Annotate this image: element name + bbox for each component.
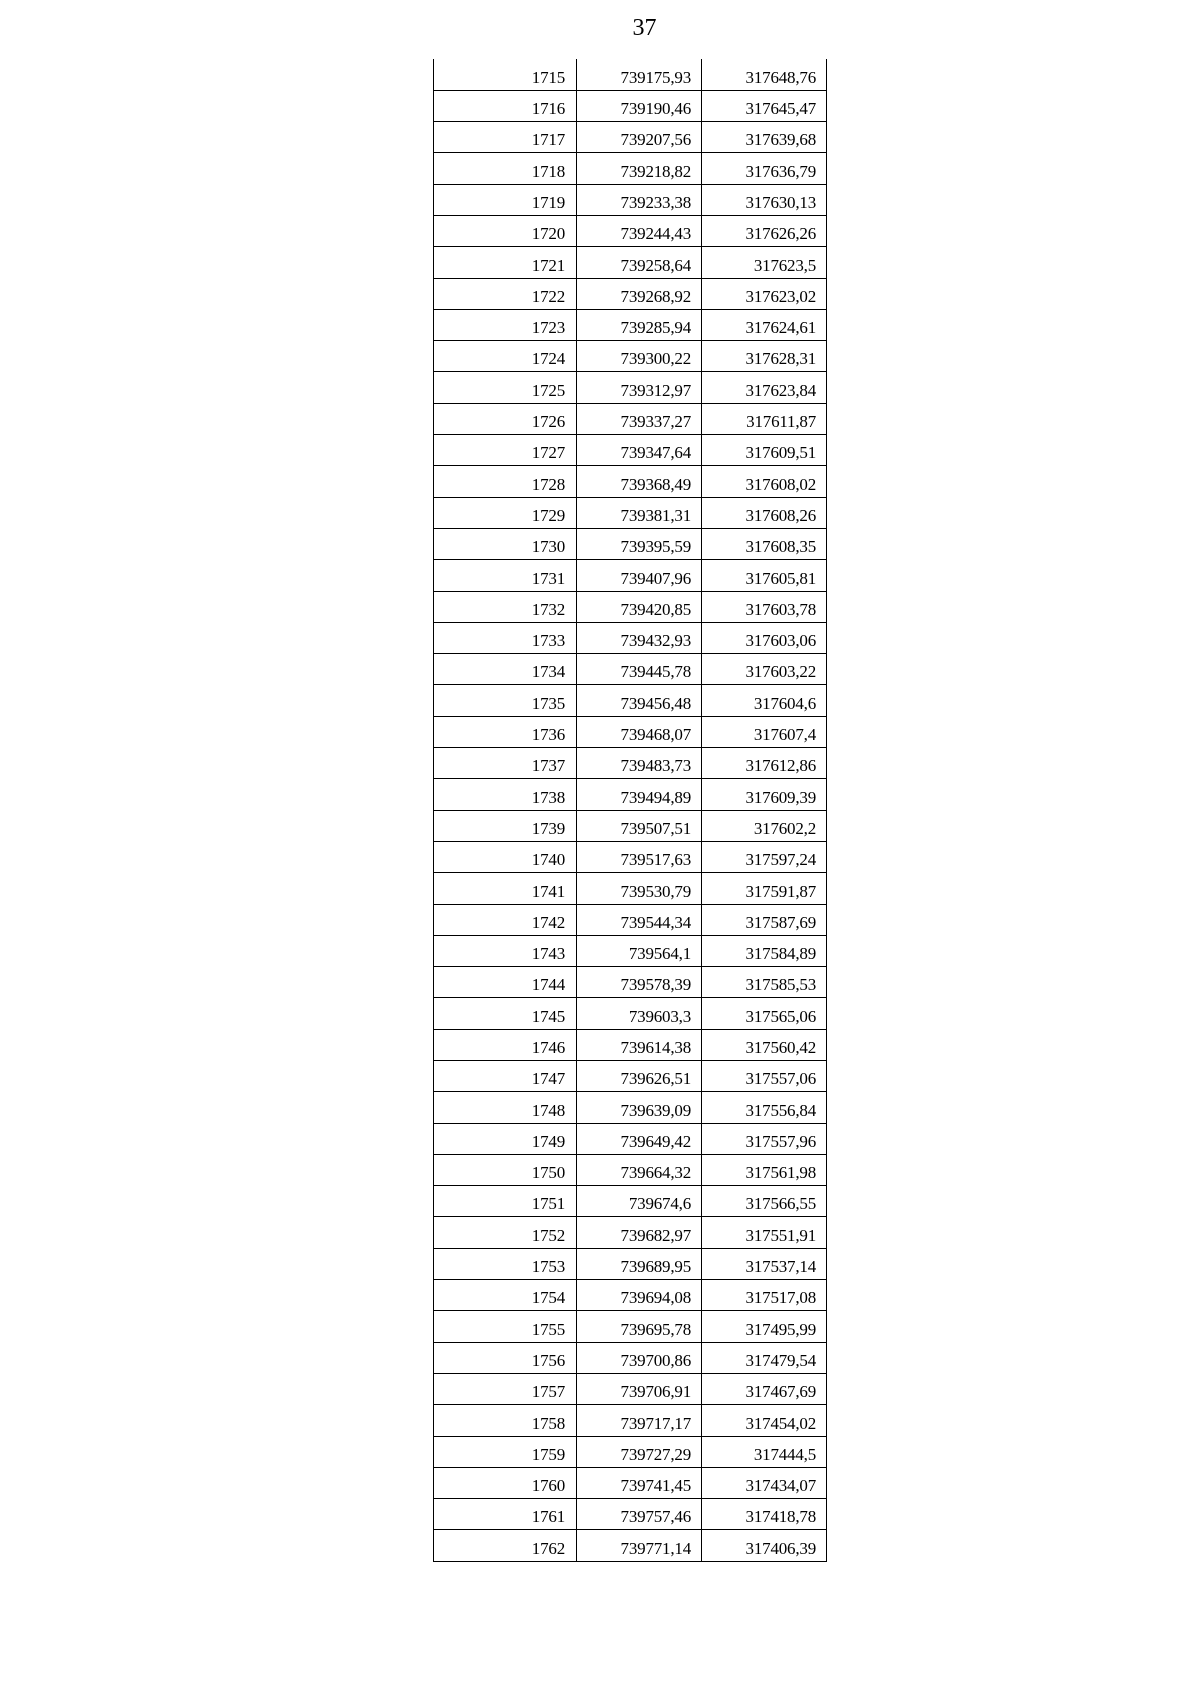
point-number-cell: 1718 xyxy=(434,153,577,184)
x-coordinate-cell: 739347,64 xyxy=(577,435,702,466)
table-row xyxy=(434,153,827,184)
point-number-cell: 1761 xyxy=(434,1499,577,1530)
table-row xyxy=(434,1154,827,1185)
x-coordinate-cell: 739368,49 xyxy=(577,466,702,497)
x-coordinate-cell: 739544,34 xyxy=(577,904,702,935)
y-coordinate-cell: 317584,89 xyxy=(702,935,827,966)
x-coordinate-cell: 739468,07 xyxy=(577,716,702,747)
y-coordinate-cell: 317444,5 xyxy=(702,1436,827,1467)
table-row xyxy=(434,779,827,810)
y-coordinate-cell: 317557,96 xyxy=(702,1123,827,1154)
point-number-cell: 1743 xyxy=(434,935,577,966)
point-number-cell: 1734 xyxy=(434,654,577,685)
table-row xyxy=(434,341,827,372)
table-row xyxy=(434,685,827,716)
x-coordinate-cell: 739564,1 xyxy=(577,935,702,966)
y-coordinate-cell: 317597,24 xyxy=(702,841,827,872)
y-coordinate-cell: 317626,26 xyxy=(702,215,827,246)
table-row xyxy=(434,435,827,466)
table-row xyxy=(434,716,827,747)
x-coordinate-cell: 739700,86 xyxy=(577,1342,702,1373)
x-coordinate-cell: 739337,27 xyxy=(577,403,702,434)
table-row xyxy=(434,372,827,403)
point-number-cell: 1727 xyxy=(434,435,577,466)
x-coordinate-cell: 739674,6 xyxy=(577,1186,702,1217)
table-row xyxy=(434,497,827,528)
point-number-cell: 1744 xyxy=(434,967,577,998)
x-coordinate-cell: 739695,78 xyxy=(577,1311,702,1342)
y-coordinate-cell: 317537,14 xyxy=(702,1248,827,1279)
table-row xyxy=(434,560,827,591)
coordinates-table-body xyxy=(434,59,827,1561)
y-coordinate-cell: 317565,06 xyxy=(702,998,827,1029)
y-coordinate-cell: 317603,22 xyxy=(702,654,827,685)
y-coordinate-cell: 317623,5 xyxy=(702,247,827,278)
x-coordinate-cell: 739639,09 xyxy=(577,1092,702,1123)
table-row xyxy=(434,403,827,434)
y-coordinate-cell: 317602,2 xyxy=(702,810,827,841)
x-coordinate-cell: 739233,38 xyxy=(577,184,702,215)
table-row xyxy=(434,278,827,309)
x-coordinate-cell: 739530,79 xyxy=(577,873,702,904)
x-coordinate-cell: 739578,39 xyxy=(577,967,702,998)
y-coordinate-cell: 317636,79 xyxy=(702,153,827,184)
x-coordinate-cell: 739268,92 xyxy=(577,278,702,309)
point-number-cell: 1748 xyxy=(434,1092,577,1123)
y-coordinate-cell: 317623,02 xyxy=(702,278,827,309)
x-coordinate-cell: 739664,32 xyxy=(577,1154,702,1185)
y-coordinate-cell: 317556,84 xyxy=(702,1092,827,1123)
x-coordinate-cell: 739395,59 xyxy=(577,528,702,559)
y-coordinate-cell: 317608,02 xyxy=(702,466,827,497)
x-coordinate-cell: 739494,89 xyxy=(577,779,702,810)
x-coordinate-cell: 739483,73 xyxy=(577,748,702,779)
table-row xyxy=(434,184,827,215)
point-number-cell: 1756 xyxy=(434,1342,577,1373)
table-row xyxy=(434,466,827,497)
x-coordinate-cell: 739717,17 xyxy=(577,1405,702,1436)
point-number-cell: 1741 xyxy=(434,873,577,904)
y-coordinate-cell: 317608,26 xyxy=(702,497,827,528)
point-number-cell: 1740 xyxy=(434,841,577,872)
table-row xyxy=(434,748,827,779)
x-coordinate-cell: 739218,82 xyxy=(577,153,702,184)
x-coordinate-cell: 739190,46 xyxy=(577,90,702,121)
x-coordinate-cell: 739432,93 xyxy=(577,622,702,653)
point-number-cell: 1762 xyxy=(434,1530,577,1561)
x-coordinate-cell: 739706,91 xyxy=(577,1373,702,1404)
point-number-cell: 1755 xyxy=(434,1311,577,1342)
point-number-cell: 1725 xyxy=(434,372,577,403)
table-row xyxy=(434,967,827,998)
point-number-cell: 1758 xyxy=(434,1405,577,1436)
y-coordinate-cell: 317605,81 xyxy=(702,560,827,591)
point-number-cell: 1759 xyxy=(434,1436,577,1467)
y-coordinate-cell: 317467,69 xyxy=(702,1373,827,1404)
point-number-cell: 1757 xyxy=(434,1373,577,1404)
y-coordinate-cell: 317609,39 xyxy=(702,779,827,810)
point-number-cell: 1753 xyxy=(434,1248,577,1279)
table-row xyxy=(434,998,827,1029)
point-number-cell: 1716 xyxy=(434,90,577,121)
point-number-cell: 1726 xyxy=(434,403,577,434)
x-coordinate-cell: 739407,96 xyxy=(577,560,702,591)
x-coordinate-cell: 739244,43 xyxy=(577,215,702,246)
x-coordinate-cell: 739603,3 xyxy=(577,998,702,1029)
table-row xyxy=(434,810,827,841)
x-coordinate-cell: 739456,48 xyxy=(577,685,702,716)
x-coordinate-cell: 739420,85 xyxy=(577,591,702,622)
y-coordinate-cell: 317607,4 xyxy=(702,716,827,747)
x-coordinate-cell: 739258,64 xyxy=(577,247,702,278)
table-row xyxy=(434,90,827,121)
y-coordinate-cell: 317517,08 xyxy=(702,1280,827,1311)
table-row xyxy=(434,873,827,904)
table-row xyxy=(434,1373,827,1404)
y-coordinate-cell: 317609,51 xyxy=(702,435,827,466)
table-row xyxy=(434,247,827,278)
coordinates-table xyxy=(433,59,827,1562)
y-coordinate-cell: 317608,35 xyxy=(702,528,827,559)
table-row xyxy=(434,1186,827,1217)
y-coordinate-cell: 317603,06 xyxy=(702,622,827,653)
table-row xyxy=(434,1467,827,1498)
y-coordinate-cell: 317604,6 xyxy=(702,685,827,716)
x-coordinate-cell: 739689,95 xyxy=(577,1248,702,1279)
y-coordinate-cell: 317406,39 xyxy=(702,1530,827,1561)
table-row xyxy=(434,215,827,246)
table-row xyxy=(434,935,827,966)
x-coordinate-cell: 739694,08 xyxy=(577,1280,702,1311)
y-coordinate-cell: 317591,87 xyxy=(702,873,827,904)
x-coordinate-cell: 739517,63 xyxy=(577,841,702,872)
point-number-cell: 1715 xyxy=(434,59,577,90)
point-number-cell: 1724 xyxy=(434,341,577,372)
x-coordinate-cell: 739682,97 xyxy=(577,1217,702,1248)
y-coordinate-cell: 317624,61 xyxy=(702,309,827,340)
table-row xyxy=(434,1248,827,1279)
x-coordinate-cell: 739626,51 xyxy=(577,1061,702,1092)
point-number-cell: 1752 xyxy=(434,1217,577,1248)
y-coordinate-cell: 317454,02 xyxy=(702,1405,827,1436)
point-number-cell: 1722 xyxy=(434,278,577,309)
point-number-cell: 1723 xyxy=(434,309,577,340)
y-coordinate-cell: 317557,06 xyxy=(702,1061,827,1092)
point-number-cell: 1760 xyxy=(434,1467,577,1498)
page-number: 37 xyxy=(632,15,657,41)
table-row xyxy=(434,1311,827,1342)
y-coordinate-cell: 317630,13 xyxy=(702,184,827,215)
x-coordinate-cell: 739614,38 xyxy=(577,1029,702,1060)
x-coordinate-cell: 739727,29 xyxy=(577,1436,702,1467)
x-coordinate-cell: 739771,14 xyxy=(577,1530,702,1561)
point-number-cell: 1721 xyxy=(434,247,577,278)
y-coordinate-cell: 317560,42 xyxy=(702,1029,827,1060)
point-number-cell: 1733 xyxy=(434,622,577,653)
y-coordinate-cell: 317623,84 xyxy=(702,372,827,403)
point-number-cell: 1719 xyxy=(434,184,577,215)
x-coordinate-cell: 739312,97 xyxy=(577,372,702,403)
x-coordinate-cell: 739445,78 xyxy=(577,654,702,685)
table-row xyxy=(434,904,827,935)
table-row xyxy=(434,1436,827,1467)
y-coordinate-cell: 317551,91 xyxy=(702,1217,827,1248)
table-row xyxy=(434,591,827,622)
table-row xyxy=(434,122,827,153)
point-number-cell: 1729 xyxy=(434,497,577,528)
y-coordinate-cell: 317418,78 xyxy=(702,1499,827,1530)
y-coordinate-cell: 317561,98 xyxy=(702,1154,827,1185)
y-coordinate-cell: 317628,31 xyxy=(702,341,827,372)
table-row xyxy=(434,1123,827,1154)
point-number-cell: 1717 xyxy=(434,122,577,153)
y-coordinate-cell: 317585,53 xyxy=(702,967,827,998)
x-coordinate-cell: 739300,22 xyxy=(577,341,702,372)
table-row xyxy=(434,59,827,90)
x-coordinate-cell: 739285,94 xyxy=(577,309,702,340)
point-number-cell: 1747 xyxy=(434,1061,577,1092)
x-coordinate-cell: 739381,31 xyxy=(577,497,702,528)
y-coordinate-cell: 317612,86 xyxy=(702,748,827,779)
point-number-cell: 1745 xyxy=(434,998,577,1029)
x-coordinate-cell: 739757,46 xyxy=(577,1499,702,1530)
point-number-cell: 1732 xyxy=(434,591,577,622)
y-coordinate-cell: 317566,55 xyxy=(702,1186,827,1217)
point-number-cell: 1738 xyxy=(434,779,577,810)
x-coordinate-cell: 739207,56 xyxy=(577,122,702,153)
table-row xyxy=(434,1499,827,1530)
point-number-cell: 1730 xyxy=(434,528,577,559)
point-number-cell: 1736 xyxy=(434,716,577,747)
table-row xyxy=(434,1405,827,1436)
table-row xyxy=(434,528,827,559)
x-coordinate-cell: 739175,93 xyxy=(577,59,702,90)
table-row xyxy=(434,1530,827,1561)
y-coordinate-cell: 317434,07 xyxy=(702,1467,827,1498)
point-number-cell: 1749 xyxy=(434,1123,577,1154)
table-row xyxy=(434,622,827,653)
table-row xyxy=(434,1280,827,1311)
coordinates-table-container xyxy=(433,59,827,1562)
table-row xyxy=(434,309,827,340)
point-number-cell: 1750 xyxy=(434,1154,577,1185)
point-number-cell: 1737 xyxy=(434,748,577,779)
table-row xyxy=(434,1029,827,1060)
table-row xyxy=(434,841,827,872)
y-coordinate-cell: 317648,76 xyxy=(702,59,827,90)
point-number-cell: 1735 xyxy=(434,685,577,716)
table-row xyxy=(434,654,827,685)
point-number-cell: 1754 xyxy=(434,1280,577,1311)
y-coordinate-cell: 317587,69 xyxy=(702,904,827,935)
y-coordinate-cell: 317645,47 xyxy=(702,90,827,121)
point-number-cell: 1731 xyxy=(434,560,577,591)
y-coordinate-cell: 317639,68 xyxy=(702,122,827,153)
x-coordinate-cell: 739741,45 xyxy=(577,1467,702,1498)
y-coordinate-cell: 317495,99 xyxy=(702,1311,827,1342)
point-number-cell: 1720 xyxy=(434,215,577,246)
x-coordinate-cell: 739649,42 xyxy=(577,1123,702,1154)
y-coordinate-cell: 317611,87 xyxy=(702,403,827,434)
point-number-cell: 1746 xyxy=(434,1029,577,1060)
point-number-cell: 1742 xyxy=(434,904,577,935)
table-row xyxy=(434,1342,827,1373)
point-number-cell: 1728 xyxy=(434,466,577,497)
point-number-cell: 1739 xyxy=(434,810,577,841)
table-row xyxy=(434,1092,827,1123)
table-row xyxy=(434,1061,827,1092)
y-coordinate-cell: 317479,54 xyxy=(702,1342,827,1373)
point-number-cell: 1751 xyxy=(434,1186,577,1217)
y-coordinate-cell: 317603,78 xyxy=(702,591,827,622)
x-coordinate-cell: 739507,51 xyxy=(577,810,702,841)
table-row xyxy=(434,1217,827,1248)
